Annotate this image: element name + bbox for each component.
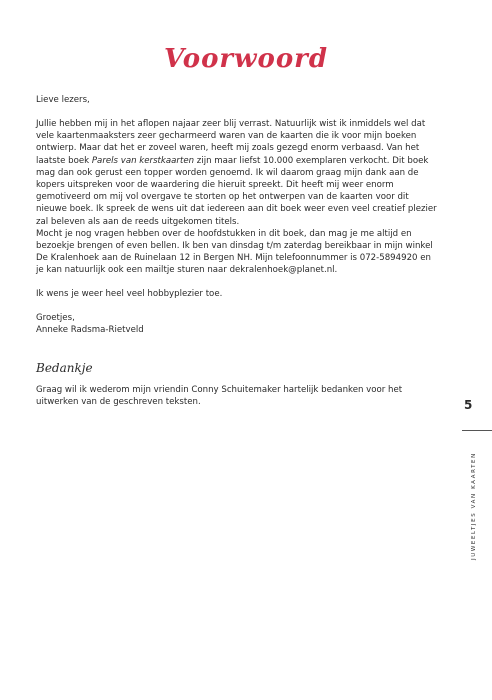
paragraph-part-2: zijn maar liefst 10.000 exemplaren verkocht. Dit boek mag dan ook gerust een topper worden genoemd. Ik wil daarom graag mijn dank aan de kopers uitspreken voor de waardering die hieruit spreekt. Dit heeft mij weer enorm gemotiveerd om mij vol overgave te storten op het ontwerpen van de kaarten voor dit nieuwe boek. Ik spreek de wens uit dat iedereen aan dit boek weer even veel creatief plezier zal beleven als aan de reeds uitgekomen titels. [36, 155, 437, 227]
page-title: Voorwoord [163, 44, 329, 74]
side-divider [462, 430, 492, 431]
main-paragraph [36, 118, 441, 277]
greeting-text [36, 94, 441, 106]
closing-wish [36, 288, 441, 300]
signoff-salutation: Groetjes, [36, 313, 75, 323]
signoff [36, 312, 441, 336]
book-title: Parels van kerstkaarten [91, 155, 195, 166]
paragraph-body [36, 118, 441, 228]
signoff-name: Anneke Radsma-Rietveld [36, 325, 144, 336]
paragraph-part-1: Jullie hebben mij in het aflopen najaar zeer blij verrast. Natuurlijk wist ik inmiddels wel dat vele kaartenmaaksters zeer gecharmeerd waren van de kaarten die ik voor mijn boeken ontwierp. Maar dat het er zoveel waren, heeft mij zoals gezegd enorm verbaasd. Van het laatste boek [36, 119, 426, 166]
paragraph-part-3: Mocht je nog vragen hebben over de hoofdstukken in dit boek, dan mag je me altijd en bezoekje brengen of even bellen. Ik ben van dinsdag t/m zaterdag bereikbaar in mijn winkel De Kralenhoek aan de Ruinelaan 12 in Bergen NH. Mijn telefoonnummer is 072-5894920 en je kan natuurlijk ook een mailtje sturen naar dekralenhoek@planet.nl. [36, 228, 433, 276]
acknowledgement-heading: Bedankje [36, 361, 93, 375]
closing-wish-line: Ik wens je weer heel veel hobbyplezier toe. [36, 289, 223, 299]
acknowledgement-line: Graag wil ik wederom mijn vriendin Conny Schuitemaker hartelijk bedanken voor het uitwerken van de geschreven teksten. [36, 385, 403, 408]
greeting-line: Lieve lezers, [36, 95, 90, 105]
page-number: 5 [464, 398, 473, 412]
running-footer-label: JUWEELTJES VAN KAARTEN [471, 452, 477, 560]
acknowledgement-text [36, 384, 441, 408]
